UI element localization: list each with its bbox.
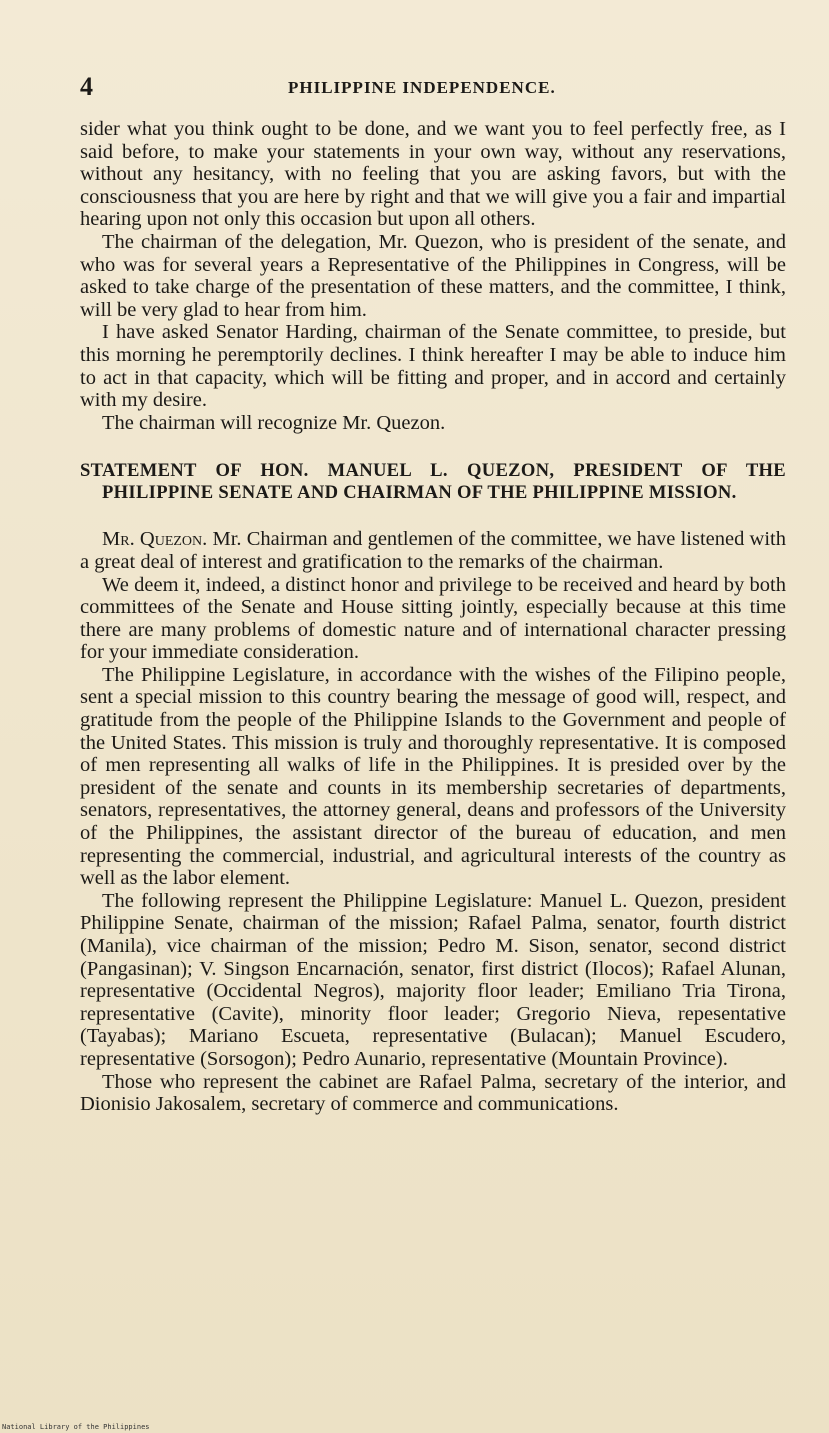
- body-text: [80, 118, 786, 1116]
- paragraph-honor: We deem it, indeed, a distinct honor and privilege to be received and heard by both committees of the Senate and House sitting jointly, especially because at this time there are many problems of domestic nature and of international character pressing for your immediate consideration.: [80, 573, 786, 664]
- page-number: 4: [80, 72, 93, 101]
- library-credit: National Library of the Philippines: [2, 1423, 150, 1431]
- running-title: PHILIPPINE INDEPENDENCE.: [288, 78, 556, 97]
- paragraph-continuation: sider what you think ought to be done, and we want you to feel perfectly free, as I said before, to make your statements in your own way, without any reservations, without any hesitancy, with no feeling that you are asking favors, but with the consciousness that you are here by right and that we will give you a fair and impartial hearing upon not only this occasion but upon all others.: [80, 118, 786, 231]
- paragraph-mission: The Philippine Legislature, in accordance with the wishes of the Filipino people, sent a special mission to this country bearing the message of good will, respect, and gratitude from the people of the Philippine Islands to the Government and people of the United States. This mission is truly and thoroughly representative. It is composed of men representing all walks of life in the Philippines. It is presided over by the president of the senate and counts in its membership secretaries of departments, senators, representatives, the attorney general, deans and professors of the University of the Philippines, the assistant director of the bureau of education, and men representing the commercial, industrial, and agricultural interests of the country as well as the labor element.: [80, 663, 786, 890]
- speaker-text: Mr. Chairman and gentlemen of the committee, we have listened with a great deal of interest and gratification to the remarks of the chairman.: [80, 528, 786, 573]
- page-header: [80, 72, 786, 102]
- paragraph-chairman-delegation: The chairman of the delegation, Mr. Quezon, who is president of the senate, and who was for several years a Representative of the Philippines in Congress, will be asked to take charge of the presentation of these matters, and the committee, I think, will be very glad to hear from him.: [80, 230, 786, 321]
- paragraph-recognize-quezon: The chairman will recognize Mr. Quezon.: [102, 411, 446, 434]
- speaker-name: Mr. Quezon.: [102, 528, 208, 551]
- paragraph-quezon-opening: [80, 528, 786, 573]
- statement-heading: STATEMENT OF HON. MANUEL L. QUEZON, PRESIDENT OF THE PHILIPPINE SENATE AND CHAIRMAN OF THE PHILIPPINE MISSION.: [80, 460, 786, 504]
- paragraph-cabinet: Those who represent the cabinet are Rafael Palma, secretary of the interior, and Dionisio Jakosalem, secretary of commerce and communications.: [80, 1070, 786, 1116]
- paragraph-legislature-members: The following represent the Philippine Legislature: Manuel L. Quezon, president Philippine Senate, chairman of the mission; Rafael Palma, senator, fourth district (Manila), vice chairman of the mission; Pedro M. Sison, senator, second district (Pangasinan); V. Singson Encarnación, senator, first district (Ilocos); Rafael Alunan, representative (Occidental Negros), majority floor leader; Emiliano Tria Tirona, representative (Cavite), minority floor leader; Gregorio Nieva, repesentative (Tayabas); Mariano Escueta, representative (Bulacan); Manuel Escudero, representative (Sorsogon); Pedro Aunario, representative (Mountain Province).: [80, 889, 786, 1070]
- paragraph-senator-harding: I have asked Senator Harding, chairman of the Senate committee, to preside, but this morning he peremptorily declines. I think hereafter I may be able to induce him to act in that capacity, which will be fitting and proper, and in accord and certainly with my desire.: [80, 321, 786, 412]
